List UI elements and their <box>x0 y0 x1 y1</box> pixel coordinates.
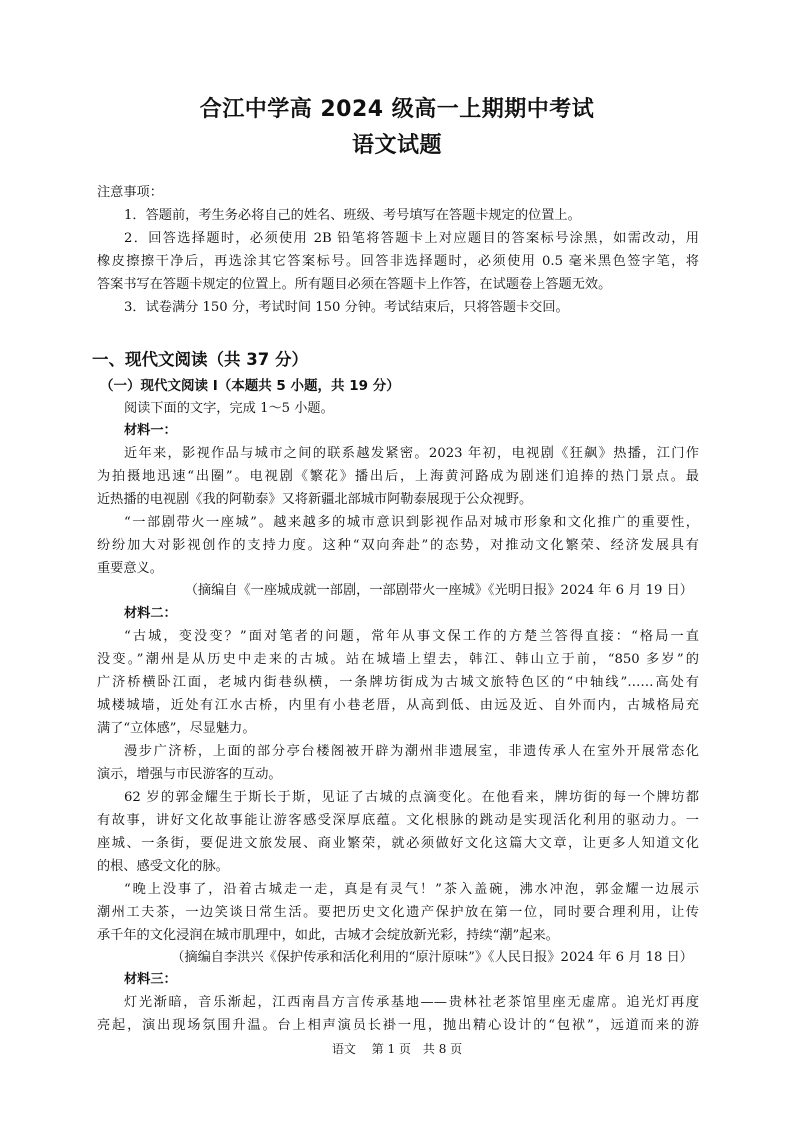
paragraph-line: 漫步广济桥，上面的部分亭台楼阁被开辟为潮州非遗展室，非遗传承人在室外开展常态化 <box>124 744 699 759</box>
paragraph-line: 的根、感受文化的脉。 <box>97 859 229 874</box>
notice-line: 答案书写在答题卡规定的位置上。所有题目必须在答题卡上作答，在试题卷上答题无效。 <box>97 277 612 292</box>
notice-line: 2．回答选择题时，必须使用 2B 铅笔将答题卡上对应题目的答案标号涂黑，如需改动，用 <box>124 231 699 246</box>
subsection-heading: （一）现代文阅读 I（本题共 5 小题，共 19 分） <box>100 378 400 394</box>
paragraph-line: 座城、一条街，要促进文旅发展、商业繁荣，就必须做好文化这篇大文章，让更多人知道文化 <box>97 836 699 851</box>
paragraph-line: 重要意义。 <box>97 561 163 576</box>
paragraph-line: 为拍摄地迅速“出圈”。电视剧《繁花》播出后，上海黄河路成为剧迷们追捧的热门景点。最 <box>97 469 699 484</box>
paragraph-line: 城楼城墙，近处有江水古桥，内里有小巷老厝，从高到低、由远及近、自外而内，古城格局充 <box>97 698 699 713</box>
paragraph-line: 潮州工夫茶，一边笑谈日常生活。要把历史文化遗产保护放在第一位，同时要合理利用，让传 <box>97 905 699 920</box>
material-label: 材料二： <box>124 606 177 621</box>
paragraph-line: 没变。”潮州是从历史中走来的古城。站在城墙上望去，韩江、韩山立于前，“850 多岁”的 <box>97 652 699 667</box>
paragraph-line: “晚上没事了，沿着古城走一走，真是有灵气！”茶入盖碗，沸水冲泡，郭金耀一边展示 <box>124 882 699 897</box>
paragraph-line: 近热播的电视剧《我的阿勒泰》又将新疆北部城市阿勒泰展现于公众视野。 <box>97 492 533 507</box>
source-citation: （摘编自李洪兴《保护传承和活化利用的“原汁原味”》《人民日报》2024 年 6 月 18 日） <box>171 950 693 965</box>
notice-line: 3．试卷满分 150 分，考试时间 150 分钟。考试结束后，只将答题卡交回。 <box>124 300 569 315</box>
paragraph-line: 近年来，影视作品与城市之间的联系越发紧密。2023 年初，电视剧《狂飙》热播，江门作 <box>124 446 699 461</box>
paragraph-line: 灯光渐暗，音乐渐起，江西南昌方言传承基地——贵林社老茶馆里座无虚席。追光灯再度 <box>124 995 699 1010</box>
paragraph-line: 有故事，讲好文化故事能让游客感受深厚底蕴。文化根脉的跳动是实现活化利用的驱动力。一 <box>97 813 699 828</box>
paragraph-line: 亮起，演出现场氛围升温。台上相声演员长褂一甩，抛出精心设计的“包袱”，远道而来的游 <box>97 1018 699 1033</box>
paragraph-line: 演示，增强与市民游客的互动。 <box>97 767 282 782</box>
notice-line: 1．答题前，考生务必将自己的姓名、班级、考号填写在答题卡规定的位置上。 <box>124 208 581 223</box>
paragraph-line: 广济桥横卧江面，老城内街巷纵横，一条牌坊街成为古城文旅特色区的“中轴线”……高处有 <box>97 675 699 690</box>
source-citation: （摘编自《一座城成就一部剧，一部剧带火一座城》《光明日报》2024 年 6 月 19 日） <box>184 583 693 598</box>
instruction-text: 阅读下面的文字，完成 1～5 小题。 <box>124 401 334 416</box>
paragraph-line: 62 岁的郭金耀生于斯长于斯，见证了古城的点滴变化。在他看来，牌坊街的每一个牌坊都 <box>124 790 699 805</box>
notice-heading: 注意事项： <box>97 185 163 200</box>
exam-subject-title: 语文试题 <box>351 133 442 158</box>
paragraph-line: 纷纷加大对影视创作的支持力度。这种“双向奔赴”的态势，对推动文化繁荣、经济发展具有 <box>97 538 699 553</box>
notice-line: 橡皮擦擦干净后，再选涂其它答案标号。回答非选择题时，必须使用 0.5 毫米黑色签字笔，将 <box>97 254 699 269</box>
material-label: 材料一： <box>124 423 177 438</box>
paragraph-line: 承千年的文化浸润在城市肌理中，如此，古城才会绽放新光彩，持续“潮”起来。 <box>97 928 559 943</box>
section-heading: 一、现代文阅读（共 37 分） <box>92 350 308 369</box>
exam-title: 合江中学高 2024 级高一上期期中考试 <box>199 97 595 122</box>
paragraph-line: “一部剧带火一座城”。越来越多的城市意识到影视作品对城市形象和文化推广的重要性， <box>124 515 699 530</box>
paragraph-line: 满了“立体感”，尽显魅力。 <box>97 721 256 736</box>
page-footer: 语文 第 1 页 共 8 页 <box>331 1042 463 1056</box>
material-label: 材料三： <box>124 972 177 987</box>
paragraph-line: “古城，变没变？”面对笔者的问题，常年从事文保工作的方楚兰答得直接：“格局一直 <box>124 629 699 644</box>
